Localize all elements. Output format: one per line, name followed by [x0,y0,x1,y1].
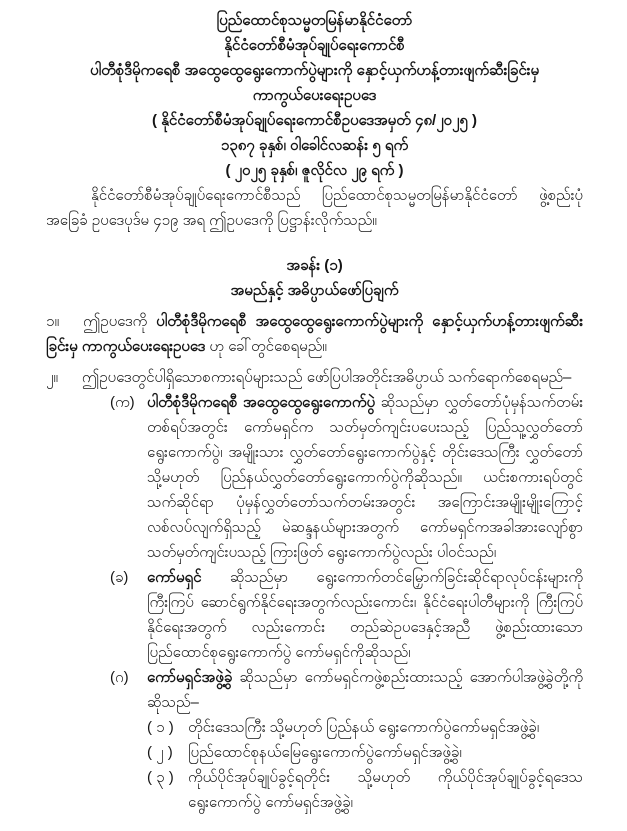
clause-text: ဆိုသည်မှာ လွှတ်တော်ပုံမှန်သက်တမ်း တစ်ရပ်အတွင်း ကော်မရှင်က သတ်မှတ်ကျင်းပပေးသည့် ပြည်သူ့လွှတ်တော် ရွေးကောက်ပွဲ၊ အမျိုးသား လွှတ်တော်ရွေးကောက်ပွဲနှင့် တိုင်းဒေသကြီး လွှတ်တော် သို့မဟုတ် ပြည်နယ်လွှတ်တော်ရွေးကောက်ပွဲကိုဆိုသည်။ ယင်းစကားရပ်တွင် သက်ဆိုင်ရာ ပုံမှန်လွှတ်တော်သက်တမ်းအတွင်း အကြောင်းအမျိုးမျိုးကြောင့် လစ်လပ်လျက်ရှိသည့် မဲဆန္ဒနယ်များအတွက် ကော်မရှင်ကအခါအားလျော်စွာ သတ်မှတ်ကျင်းပသည့် ကြားဖြတ် ရွေးကောက်ပွဲလည်း ပါဝင်သည်၊ [147,394,583,561]
clause-1 [46,309,583,359]
header-line-2: နိုင်ငံတော်စီမံအုပ်ချုပ်ရေးကောင်စီ [224,37,405,54]
sub-item-text: ပြည်ထောင်စုနယ်မြေရွေးကောက်ပွဲကော်မရှင်အဖွဲ့ခွဲ၊ [188,744,462,761]
document-header [46,8,583,183]
header-line-1: ပြည်ထောင်စုသမ္မတမြန်မာနိုင်ငံတော် [216,12,413,29]
clauses-container [46,309,583,815]
subclause-label: (က) [110,394,135,411]
header-line-5: ( နိုင်ငံတော်စီမံအုပ်ချုပ်ရေးကောင်စီဥပဒေအမှတ် ၄၈/၂၀၂၅ ) [152,112,477,129]
clause-text: ဤဥပဒေကို [82,313,157,330]
sub-item-2 [147,740,583,765]
subclause-2-2 [110,565,583,665]
header-line-6: ၁၃၈၇ ခုနှစ်၊ ဝါခေါင်လဆန်း ၅ ရက် [220,137,409,154]
chapter-number: အခန်း (၁) [286,257,343,274]
clause-text: ဟု ခေါ်တွင်စေရမည်။ [205,338,327,355]
clause-text: ဆိုသည်မှာ ရွေးကောက်တင်မြှောက်ခြင်းဆိုင်ရာလုပ်ငန်းများကို ကြီးကြပ် ဆောင်ရွက်နိုင်ရေးအတွက်လည်းကောင်း၊ နိုင်ငံရေးပါတီများကို ကြီးကြပ်နိုင်ရေးအတွက် လည်းကောင်း တည်ဆဲဥပဒေနှင့်အညီ ဖွဲ့စည်းထားသော ပြည်ထောင်စုရွေးကောက်ပွဲ ကော်မရှင်ကိုဆိုသည်၊ [147,569,583,661]
defined-term: ပါတီစုံဒီမိုကရေစီ အထွေထွေရွေးကောက်ပွဲ [147,394,376,411]
subclause-label: (ဂ) [110,669,129,686]
clause-1-number: ၁။ [46,313,59,330]
clause-2-number: ၂။ [46,369,58,386]
preamble-paragraph: နိုင်ငံတော်စီမံအုပ်ချုပ်ရေးကောင်စီသည် ပြည်ထောင်စုသမ္မတမြန်မာနိုင်ငံတော် ဖွဲ့စည်းပုံအခြေခံ ဥပဒေပုဒ်မ ၄၁၉ အရ ဤဥပဒေကို ပြဋ္ဌာန်းလိုက်သည်။ [46,187,583,229]
subclause-label: (ခ) [110,569,129,586]
chapter-heading [46,253,583,303]
clause-text: ဆိုသည်မှာ ကော်မရှင်ကဖွဲ့စည်းထားသည့် အောက်ပါအဖွဲ့ခွဲတို့ကို ဆိုသည်– [147,669,583,711]
header-line-3: ပါတီစုံဒီမိုကရေစီ အထွေထွေရွေးကောက်ပွဲများကို နှောင့်ယှက်ဟန့်တားဖျက်ဆီးခြင်းမှ [89,62,540,79]
subclause-2-1 [110,390,583,565]
defined-term: ကော်မရှင် [147,569,202,586]
defined-term: ပါတီစုံဒီမိုကရေစီ အထွေထွေရွေးကောက်ပွဲများကို နှောင့်ယှက်ဟန့်တားဖျက်ဆီးခြင်းမှ ကာကွယ်ပေးရေးဥပဒေ [46,313,583,355]
sub-item-3 [147,765,583,815]
sub-item-1 [147,715,583,740]
sub-item-label: ( ၃ ) [147,769,174,786]
clause-2 [46,365,583,390]
sub-item-text: ကိုယ်ပိုင်အုပ်ချုပ်ခွင့်ရတိုင်း သို့မဟုတ် ကိုယ်ပိုင်အုပ်ချုပ်ခွင့်ရဒေသ ရွေးကောက်ပွဲ ကော်မရှင်အဖွဲ့ခွဲ၊ [188,769,583,811]
defined-term: ကော်မရှင်အဖွဲ့ခွဲ [147,669,233,686]
subclause-2-3 [110,665,583,815]
sub-item-label: ( ၁ ) [147,719,174,736]
sub-item-text: တိုင်းဒေသကြီး သို့မဟုတ် ပြည်နယ် ရွေးကောက်ပွဲကော်မရှင်အဖွဲ့ခွဲ၊ [188,719,540,736]
chapter-title: အမည်နှင့် အဓိပ္ပာယ်ဖော်ပြချက် [230,282,399,299]
clause-text: ဤဥပဒေတွင်ပါရှိသောစကားရပ်များသည် ဖော်ပြပါအတိုင်းအဓိပ္ပာယ် သက်ရောက်စေရမည်– [81,369,572,386]
header-line-7: ( ၂၀၂၅ ခုနှစ်၊ ဇူလိုင်လ ၂၉ ရက် ) [225,162,404,179]
header-line-4: ကာကွယ်ပေးရေးဥပဒေ [252,87,377,104]
sub-item-label: ( ၂ ) [147,744,173,761]
